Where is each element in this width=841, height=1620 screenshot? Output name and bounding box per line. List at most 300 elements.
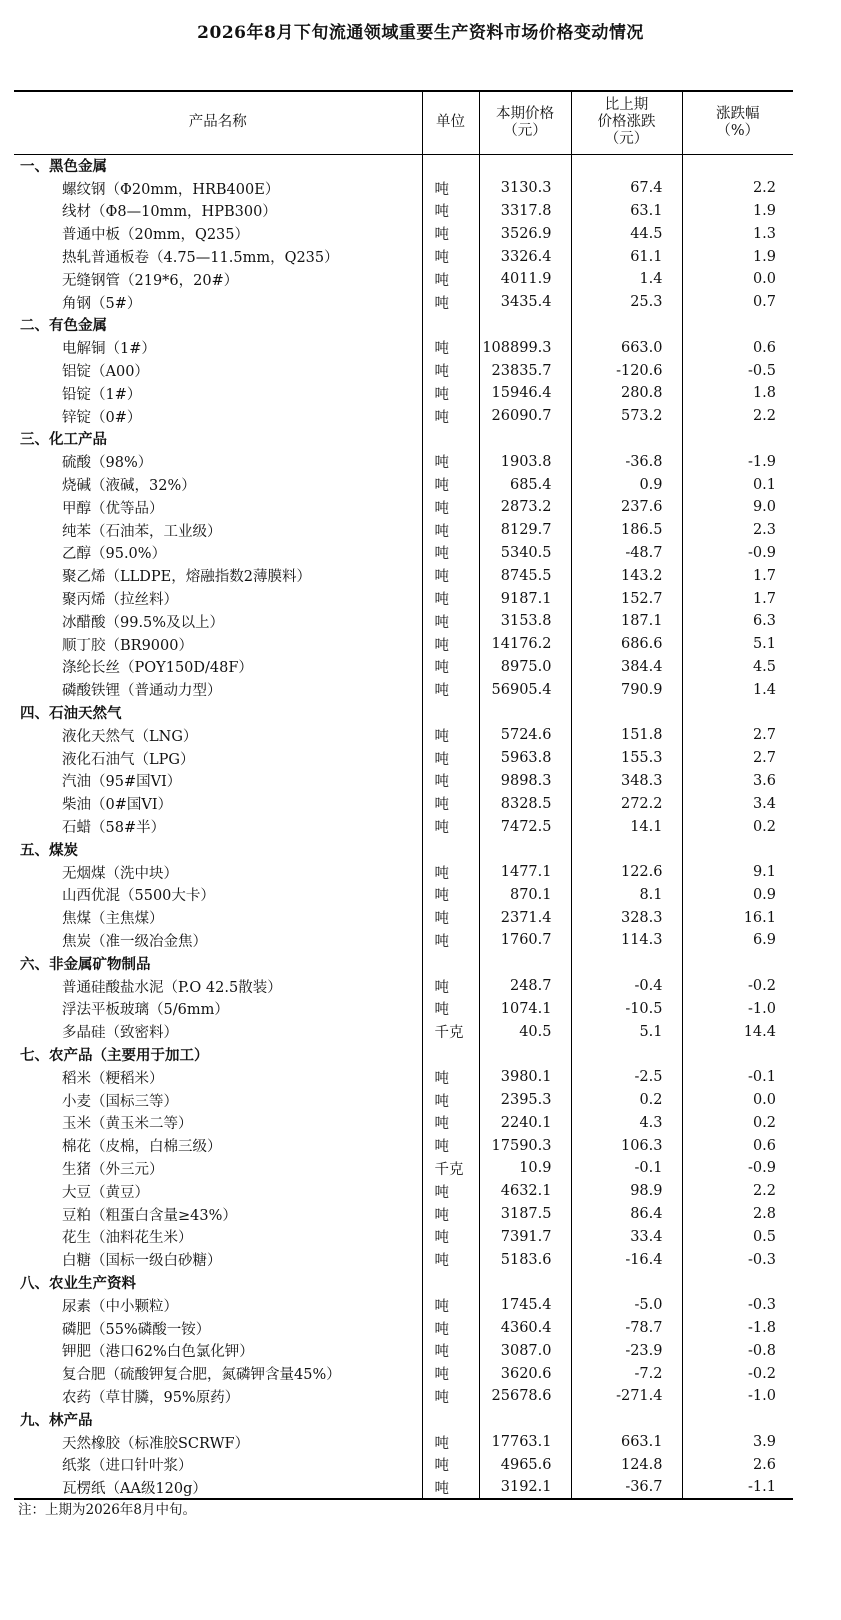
unit-cell: 吨 (422, 1453, 479, 1476)
unit-cell: 吨 (422, 975, 479, 998)
product-name-cell: 多晶硅（致密料） (62, 1025, 178, 1042)
price-change-cell: 790.9 (571, 678, 682, 701)
table-row (14, 1248, 793, 1271)
product-name-cell: 柴油（0#国VI） (62, 797, 173, 814)
unit-cell: 吨 (422, 906, 479, 929)
unit-cell: 吨 (422, 792, 479, 815)
unit-cell: 吨 (422, 656, 479, 679)
current-price-cell: 3980.1 (479, 1066, 571, 1089)
unit-cell: 吨 (422, 519, 479, 542)
price-change-cell: 14.1 (571, 815, 682, 838)
price-change-cell: -36.8 (571, 450, 682, 473)
empty-cell (479, 701, 571, 724)
section-title: 七、农产品（主要用于加工） (20, 1046, 209, 1064)
change-percent-cell: 1.3 (682, 222, 793, 245)
change-percent-cell: 6.9 (682, 929, 793, 952)
current-price-cell: 7472.5 (479, 815, 571, 838)
product-name-cell: 铝锭（A00） (62, 364, 149, 381)
table-row (14, 564, 793, 587)
unit-cell: 吨 (422, 245, 479, 268)
product-name-cell: 顺丁胶（BR9000） (62, 637, 193, 654)
unit-cell: 吨 (422, 633, 479, 656)
table-row (14, 245, 793, 268)
product-name-cell: 线材（Φ8—10mm，HPB300） (62, 204, 277, 221)
price-change-cell: 187.1 (571, 610, 682, 633)
price-change-cell: 237.6 (571, 496, 682, 519)
price-change-cell: 0.2 (571, 1089, 682, 1112)
unit-cell: 吨 (422, 291, 479, 314)
header-change-percent-line2: （%） (716, 122, 760, 139)
change-percent-cell: 3.6 (682, 770, 793, 793)
change-percent-cell: 5.1 (682, 633, 793, 656)
current-price-cell: 1745.4 (479, 1294, 571, 1317)
empty-cell (571, 701, 682, 724)
current-price-cell: 3435.4 (479, 291, 571, 314)
empty-cell (682, 1043, 793, 1066)
section-title: 九、林产品 (20, 1411, 93, 1429)
unit-cell: 吨 (422, 1248, 479, 1271)
unit-cell: 吨 (422, 405, 479, 428)
unit-cell: 吨 (422, 997, 479, 1020)
table-row (14, 473, 793, 496)
current-price-cell: 17590.3 (479, 1134, 571, 1157)
current-price-cell: 3130.3 (479, 177, 571, 200)
current-price-cell: 108899.3 (479, 336, 571, 359)
table-row (14, 1157, 793, 1180)
table-row (14, 1111, 793, 1134)
table-row (14, 1203, 793, 1226)
empty-cell (422, 1408, 479, 1431)
price-change-cell: 0.9 (571, 473, 682, 496)
section-row (14, 314, 793, 337)
product-name-cell: 浮法平板玻璃（5/6mm） (62, 1002, 229, 1019)
price-change-cell: -0.1 (571, 1157, 682, 1180)
table-row (14, 496, 793, 519)
product-name-cell: 硫酸（98%） (62, 455, 153, 472)
unit-cell: 吨 (422, 1089, 479, 1112)
empty-cell (571, 1271, 682, 1294)
change-percent-cell: 9.0 (682, 496, 793, 519)
price-change-cell: -2.5 (571, 1066, 682, 1089)
change-percent-cell: 0.0 (682, 268, 793, 291)
header-price-change-line3: （元） (604, 131, 649, 148)
unit-cell: 吨 (422, 610, 479, 633)
change-percent-cell: -0.2 (682, 1362, 793, 1385)
unit-cell: 吨 (422, 1339, 479, 1362)
header-change-percent (682, 91, 793, 154)
unit-cell: 吨 (422, 929, 479, 952)
price-change-cell: 663.1 (571, 1431, 682, 1454)
current-price-cell: 2873.2 (479, 496, 571, 519)
unit-cell: 吨 (422, 1066, 479, 1089)
current-price-cell: 8975.0 (479, 656, 571, 679)
product-name-cell: 铅锭（1#） (62, 386, 142, 403)
unit-cell: 吨 (422, 587, 479, 610)
current-price-cell: 870.1 (479, 884, 571, 907)
empty-cell (682, 701, 793, 724)
table-row (14, 1362, 793, 1385)
current-price-cell: 1903.8 (479, 450, 571, 473)
price-change-cell: 384.4 (571, 656, 682, 679)
current-price-cell: 8328.5 (479, 792, 571, 815)
price-change-cell: 44.5 (571, 222, 682, 245)
table-row (14, 405, 793, 428)
price-change-cell: 67.4 (571, 177, 682, 200)
unit-cell: 吨 (422, 268, 479, 291)
section-row (14, 154, 793, 177)
section-row (14, 428, 793, 451)
product-name-cell: 汽油（95#国VI） (62, 774, 182, 791)
change-percent-cell: 0.6 (682, 1134, 793, 1157)
table-row (14, 1180, 793, 1203)
table-row (14, 997, 793, 1020)
section-row (14, 952, 793, 975)
unit-cell: 吨 (422, 177, 479, 200)
unit-cell: 吨 (422, 1180, 479, 1203)
current-price-cell: 25678.6 (479, 1385, 571, 1408)
change-percent-cell: -1.1 (682, 1476, 793, 1499)
unit-cell: 吨 (422, 1362, 479, 1385)
change-percent-cell: -0.1 (682, 1066, 793, 1089)
current-price-cell: 1074.1 (479, 997, 571, 1020)
unit-cell: 吨 (422, 1225, 479, 1248)
table-row (14, 1020, 793, 1043)
current-price-cell: 3153.8 (479, 610, 571, 633)
product-name-cell: 普通中板（20mm，Q235） (62, 227, 250, 244)
change-percent-cell: 2.2 (682, 405, 793, 428)
product-name-cell: 石蜡（58#半） (62, 820, 166, 836)
table-row (14, 724, 793, 747)
product-name-cell: 烧碱（液碱，32%） (62, 478, 196, 495)
table-row (14, 770, 793, 793)
empty-cell (682, 1271, 793, 1294)
change-percent-cell: 2.2 (682, 177, 793, 200)
unit-cell: 吨 (422, 542, 479, 565)
price-change-cell: 1.4 (571, 268, 682, 291)
change-percent-cell: 16.1 (682, 906, 793, 929)
unit-cell: 吨 (422, 1385, 479, 1408)
empty-cell (422, 701, 479, 724)
price-change-cell: 328.3 (571, 906, 682, 929)
table-row (14, 359, 793, 382)
product-name-cell: 无缝钢管（219*6，20#） (62, 272, 239, 289)
empty-cell (479, 1043, 571, 1066)
unit-cell: 吨 (422, 770, 479, 793)
price-table (14, 90, 793, 1500)
empty-cell (682, 1408, 793, 1431)
price-change-cell: 122.6 (571, 861, 682, 884)
current-price-cell: 5724.6 (479, 724, 571, 747)
price-change-cell: 5.1 (571, 1020, 682, 1043)
unit-cell: 吨 (422, 678, 479, 701)
empty-cell (479, 314, 571, 337)
unit-cell: 吨 (422, 861, 479, 884)
product-name-cell: 大豆（黄豆） (62, 1184, 149, 1201)
price-change-cell: 8.1 (571, 884, 682, 907)
price-change-cell: -78.7 (571, 1317, 682, 1340)
unit-cell: 吨 (422, 1317, 479, 1340)
product-name-cell: 普通硅酸盐水泥（P.O 42.5散装） (62, 979, 282, 996)
section-title: 六、非金属矿物制品 (20, 955, 151, 973)
product-name-cell: 磷肥（55%磷酸一铵） (62, 1321, 211, 1338)
table-row (14, 1431, 793, 1454)
price-change-cell: 86.4 (571, 1203, 682, 1226)
empty-cell (571, 838, 682, 861)
product-name-cell: 稻米（粳稻米） (62, 1070, 164, 1087)
change-percent-cell: 0.7 (682, 291, 793, 314)
price-change-cell: 33.4 (571, 1225, 682, 1248)
product-name-cell: 山西优混（5500大卡） (62, 888, 215, 905)
change-percent-cell: 0.2 (682, 1111, 793, 1134)
header-price-change-line1: 比上期 (604, 97, 649, 114)
empty-cell (571, 154, 682, 177)
product-name-cell: 玉米（黄玉米二等） (62, 1116, 193, 1133)
empty-cell (479, 154, 571, 177)
product-name-cell: 锌锭（0#） (62, 409, 142, 426)
price-change-cell: -120.6 (571, 359, 682, 382)
change-percent-cell: -1.9 (682, 450, 793, 473)
price-change-cell: 348.3 (571, 770, 682, 793)
table-row (14, 268, 793, 291)
product-name-cell: 复合肥（硫酸钾复合肥，氮磷钾含量45%） (62, 1367, 341, 1384)
unit-cell: 吨 (422, 815, 479, 838)
product-name-cell: 螺纹钢（Φ20mm，HRB400E） (62, 181, 280, 198)
table-row (14, 747, 793, 770)
product-name-cell: 电解铜（1#） (62, 341, 156, 358)
table-row (14, 1453, 793, 1476)
change-percent-cell: 1.7 (682, 587, 793, 610)
change-percent-cell: 4.5 (682, 656, 793, 679)
unit-cell: 吨 (422, 747, 479, 770)
product-name-cell: 焦炭（准一级冶金焦） (62, 933, 207, 950)
current-price-cell: 14176.2 (479, 633, 571, 656)
product-name-cell: 纸浆（进口针叶浆） (62, 1458, 193, 1475)
price-change-cell: -48.7 (571, 542, 682, 565)
empty-cell (682, 952, 793, 975)
table-row (14, 336, 793, 359)
table-row (14, 861, 793, 884)
empty-cell (479, 1408, 571, 1431)
product-name-cell: 冰醋酸（99.5%及以上） (62, 614, 225, 631)
product-name-cell: 磷酸铁锂（普通动力型） (62, 683, 222, 700)
unit-cell: 吨 (422, 496, 479, 519)
change-percent-cell: 6.3 (682, 610, 793, 633)
unit-cell: 吨 (422, 473, 479, 496)
empty-cell (682, 838, 793, 861)
section-row (14, 1271, 793, 1294)
table-row (14, 633, 793, 656)
price-change-cell: 686.6 (571, 633, 682, 656)
price-change-cell: 151.8 (571, 724, 682, 747)
current-price-cell: 3526.9 (479, 222, 571, 245)
header-current-price-line2: （元） (503, 122, 547, 139)
current-price-cell: 4632.1 (479, 1180, 571, 1203)
unit-cell: 千克 (422, 1020, 479, 1043)
empty-cell (479, 428, 571, 451)
change-percent-cell: -1.0 (682, 997, 793, 1020)
current-price-cell: 9898.3 (479, 770, 571, 793)
product-name-cell: 花生（油料花生米） (62, 1230, 193, 1247)
product-name-cell: 白糖（国标一级白砂糖） (62, 1253, 222, 1270)
section-title: 一、黑色金属 (20, 158, 107, 176)
change-percent-cell: 3.9 (682, 1431, 793, 1454)
change-percent-cell: 0.1 (682, 473, 793, 496)
change-percent-cell: -0.9 (682, 542, 793, 565)
current-price-cell: 2240.1 (479, 1111, 571, 1134)
product-name-cell: 生猪（外三元） (62, 1161, 164, 1178)
price-change-cell: 114.3 (571, 929, 682, 952)
change-percent-cell: -0.8 (682, 1339, 793, 1362)
current-price-cell: 56905.4 (479, 678, 571, 701)
current-price-cell: 2371.4 (479, 906, 571, 929)
product-name-cell: 钾肥（港口62%白色氯化钾） (62, 1344, 254, 1361)
empty-cell (422, 1043, 479, 1066)
empty-cell (682, 428, 793, 451)
header-price-change (571, 91, 682, 154)
product-name-cell: 角钢（5#） (62, 295, 142, 312)
price-change-cell: 143.2 (571, 564, 682, 587)
header-product-name: 产品名称 (188, 114, 247, 131)
unit-cell: 吨 (422, 200, 479, 223)
table-row (14, 519, 793, 542)
unit-cell: 吨 (422, 1431, 479, 1454)
change-percent-cell: 1.4 (682, 678, 793, 701)
table-row (14, 792, 793, 815)
product-name-cell: 小麦（国标三等） (62, 1093, 178, 1110)
table-row (14, 1339, 793, 1362)
current-price-cell: 3087.0 (479, 1339, 571, 1362)
footnote: 注：上期为2026年8月中旬。 (18, 1502, 196, 1518)
table-row (14, 610, 793, 633)
product-name-cell: 聚丙烯（拉丝料） (62, 592, 178, 609)
table-row (14, 975, 793, 998)
table-row (14, 1294, 793, 1317)
empty-cell (682, 314, 793, 337)
price-change-cell: 280.8 (571, 382, 682, 405)
price-change-cell: -16.4 (571, 1248, 682, 1271)
price-change-cell: 152.7 (571, 587, 682, 610)
price-change-cell: -7.2 (571, 1362, 682, 1385)
current-price-cell: 4965.6 (479, 1453, 571, 1476)
current-price-cell: 8129.7 (479, 519, 571, 542)
product-name-cell: 焦煤（主焦煤） (62, 911, 164, 928)
table-row (14, 450, 793, 473)
price-change-cell: 573.2 (571, 405, 682, 428)
table-row (14, 542, 793, 565)
empty-cell (479, 1271, 571, 1294)
current-price-cell: 248.7 (479, 975, 571, 998)
table-row (14, 1134, 793, 1157)
current-price-cell: 3192.1 (479, 1476, 571, 1499)
current-price-cell: 1477.1 (479, 861, 571, 884)
price-change-cell: -5.0 (571, 1294, 682, 1317)
unit-cell: 吨 (422, 724, 479, 747)
table-row (14, 906, 793, 929)
empty-cell (571, 1043, 682, 1066)
empty-cell (571, 952, 682, 975)
table-row (14, 1066, 793, 1089)
change-percent-cell: 2.6 (682, 1453, 793, 1476)
price-change-cell: 124.8 (571, 1453, 682, 1476)
section-title: 八、农业生产资料 (20, 1274, 136, 1292)
change-percent-cell: 9.1 (682, 861, 793, 884)
current-price-cell: 23835.7 (479, 359, 571, 382)
table-row (14, 678, 793, 701)
current-price-cell: 5963.8 (479, 747, 571, 770)
empty-cell (422, 314, 479, 337)
table-row (14, 587, 793, 610)
current-price-cell: 8745.5 (479, 564, 571, 587)
empty-cell (682, 154, 793, 177)
product-name-cell: 农药（草甘膦，95%原药） (62, 1389, 240, 1406)
unit-cell: 吨 (422, 1294, 479, 1317)
header-change-percent-line1: 涨跌幅 (716, 105, 760, 122)
section-row (14, 1408, 793, 1431)
price-change-cell: 106.3 (571, 1134, 682, 1157)
section-row (14, 838, 793, 861)
unit-cell: 吨 (422, 1111, 479, 1134)
table-row (14, 222, 793, 245)
table-row (14, 1089, 793, 1112)
header-current-price-line1: 本期价格 (496, 105, 554, 122)
table-row (14, 177, 793, 200)
table-row (14, 929, 793, 952)
empty-cell (422, 1271, 479, 1294)
product-name-cell: 尿素（中小颗粒） (62, 1298, 178, 1315)
product-name-cell: 天然橡胶（标准胶SCRWF） (62, 1435, 250, 1452)
current-price-cell: 10.9 (479, 1157, 571, 1180)
unit-cell: 吨 (422, 450, 479, 473)
product-name-cell: 液化天然气（LNG） (62, 728, 198, 745)
empty-cell (571, 314, 682, 337)
change-percent-cell: -0.2 (682, 975, 793, 998)
product-name-cell: 甲醇（优等品） (62, 500, 164, 517)
price-change-cell: -23.9 (571, 1339, 682, 1362)
empty-cell (422, 428, 479, 451)
current-price-cell: 26090.7 (479, 405, 571, 428)
product-name-cell: 无烟煤（洗中块） (62, 865, 178, 882)
change-percent-cell: 0.0 (682, 1089, 793, 1112)
change-percent-cell: 1.8 (682, 382, 793, 405)
table-row (14, 656, 793, 679)
price-change-cell: 61.1 (571, 245, 682, 268)
table-row (14, 291, 793, 314)
unit-cell: 千克 (422, 1157, 479, 1180)
current-price-cell: 1760.7 (479, 929, 571, 952)
change-percent-cell: -1.0 (682, 1385, 793, 1408)
unit-cell: 吨 (422, 222, 479, 245)
price-change-cell: 25.3 (571, 291, 682, 314)
change-percent-cell: -0.5 (682, 359, 793, 382)
page-title: 2026年8月下旬流通领域重要生产资料市场价格变动情况 (197, 23, 644, 43)
current-price-cell: 15946.4 (479, 382, 571, 405)
price-change-cell: 98.9 (571, 1180, 682, 1203)
product-name-cell: 液化石油气（LPG） (62, 751, 195, 768)
current-price-cell: 5183.6 (479, 1248, 571, 1271)
product-name-cell: 豆粕（粗蛋白含量≥43%） (62, 1207, 237, 1224)
table-row (14, 1225, 793, 1248)
current-price-cell: 3187.5 (479, 1203, 571, 1226)
table-row (14, 815, 793, 838)
price-change-cell: 4.3 (571, 1111, 682, 1134)
header-current-price (479, 91, 571, 154)
change-percent-cell: 2.8 (682, 1203, 793, 1226)
empty-cell (571, 428, 682, 451)
product-name-cell: 瓦楞纸（AA级120g） (62, 1480, 207, 1497)
unit-cell: 吨 (422, 359, 479, 382)
change-percent-cell: -1.8 (682, 1317, 793, 1340)
unit-cell: 吨 (422, 382, 479, 405)
